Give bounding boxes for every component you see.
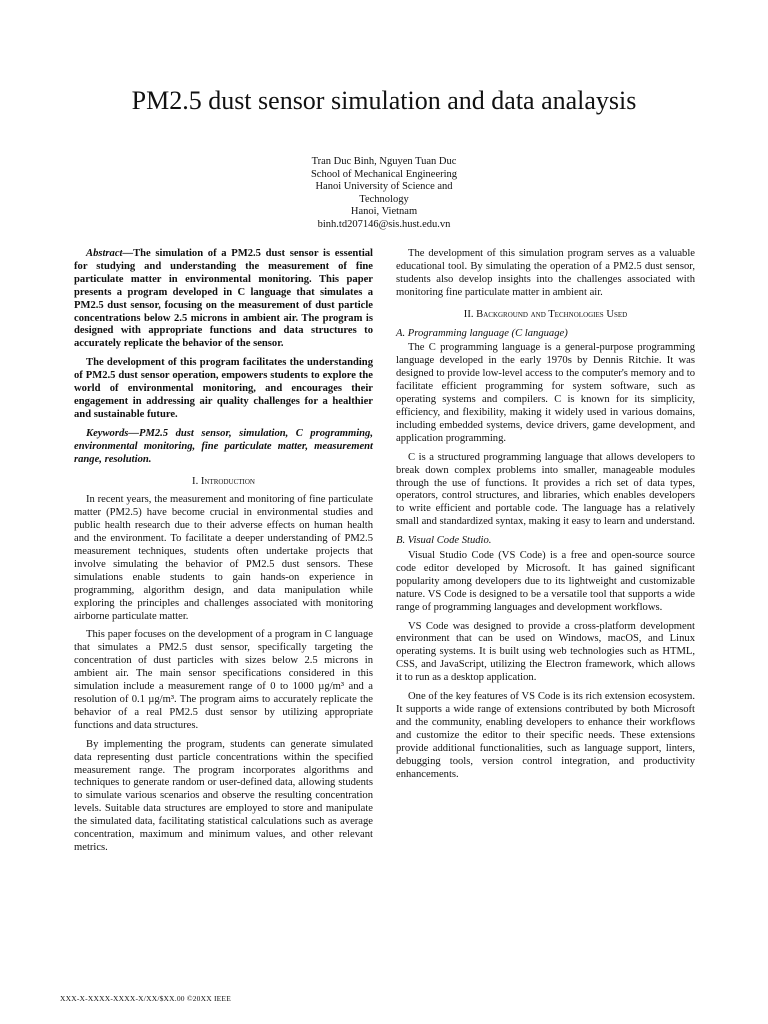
author-department: School of Mechanical Engineering bbox=[310, 168, 458, 180]
section-heading-background: II. Background and Technologies Used bbox=[463, 308, 628, 320]
paper-title: PM2.5 dust sensor simulation and data analaysis bbox=[131, 86, 637, 115]
subsection-heading-c-language: A. Programming language (C language) bbox=[396, 327, 568, 339]
intro-paragraph-4: The development of this simulation program serves as a valuable educational tool. By simulating the operation of a PM2.5 dust sensor, students also develop insights into the challenges associated with monitoring fine particulate matter in ambient air. bbox=[396, 248, 695, 298]
author-university-line1: Hanoi University of Science and bbox=[315, 181, 453, 193]
author-university-line2: Technology bbox=[359, 193, 409, 205]
author-email: binh.td207146@sis.hust.edu.vn bbox=[317, 218, 451, 230]
right-column bbox=[396, 248, 695, 787]
abstract-paragraph-2: The development of this program facilitates the understanding of PM2.5 dust sensor operation, empowers students to explore the world of environmental monitoring, and encourages their engagement in addressing air quality challenges for a healthier and sustainable future. bbox=[74, 357, 373, 420]
background-c-paragraph-2: C is a structured programming language that allows developers to break down complex problems into smaller, manageable modules through the use of functions. It provides a rich set of data types, operators, control structures, and libraries, which enables developers to write efficient and portable code. The language has a relatively small and standardized syntax, making it easy to learn and understand. bbox=[396, 451, 695, 528]
abstract-dash: — bbox=[122, 248, 134, 259]
background-c-paragraph-1: The C programming language is a general-purpose programming language developed in the early 1970s by Dennis Ritchie. It was designed to provide low-level access to the computer's memory and to facilitate efficient programming for system software, such as operating systems and compilers. C is known for its simplicity, efficiency, and flexibility, making it widely used in various domains, including embedded systems, device drivers, game development, and application programming. bbox=[396, 342, 695, 444]
author-names: Tran Duc Binh, Nguyen Tuan Duc bbox=[311, 156, 457, 167]
background-vscode-paragraph-2: VS Code was designed to provide a cross-platform development environment that can be used on Windows, macOS, and Linux operating systems. It is built using web technologies such as HTML, CSS, and JavaScript, utilizing the Electron framework, which allows it to run as a desktop application. bbox=[396, 620, 695, 684]
abstract-paragraph bbox=[74, 248, 373, 351]
abstract-text: The simulation of a PM2.5 dust sensor is essential for studying and understanding the measurement of fine particulate matter in environmental monitoring. This paper presents a program developed in C language that simulates a PM2.5 dust sensor, focusing on the measurement of dust particle concentrations below 2.5 microns in ambient air. The program is designed with appropriate functions and data structures to accurately replicate the behavior of the sensor. bbox=[74, 248, 373, 350]
intro-paragraph-3: By implementing the program, students can generate simulated data representing dust particle concentrations within the specified measurement range. The program incorporates algorithms and techniques to generate random or user-defined data, allowing students to simulate various scenarios and observe the resulting concentration levels. Suitable data structures are employed to store and manipulate the simulated data, facilitating statistical calculations such as average concentration, maximum and minimum values, and other relevant metrics. bbox=[74, 738, 373, 853]
left-column bbox=[74, 248, 373, 861]
background-vscode-paragraph-1: Visual Studio Code (VS Code) is a free and open-source source code editor developed by Microsoft. It has gained significant popularity among developers due to its lightweight and customizable nature. VS Code is designed to be a versatile tool that supports a wide range of programming languages and development workflows. bbox=[396, 550, 695, 613]
copyright-footer: XXX-X-XXXX-XXXX-X/XX/$XX.00 ©20XX IEEE bbox=[60, 994, 231, 1003]
subsection-heading-vscode: B. Visual Code Studio. bbox=[396, 535, 492, 547]
keywords-lead: Keywords bbox=[86, 427, 129, 439]
author-block bbox=[284, 156, 484, 232]
intro-paragraph-1: In recent years, the measurement and monitoring of fine particulate matter (PM2.5) have become crucial in environmental studies and public health research due to their adverse effects on human health and the environment. To facilitate a deeper understanding of PM2.5 measurement techniques, students often undertake projects that involve simulating the behavior of PM2.5 dust sensors. These simulations enable students to gain hands-on experience in programming, algorithm design, and data manipulation while exploring the principles and challenges associated with monitoring airborne particulate matter. bbox=[74, 494, 373, 622]
abstract-lead: Abstract bbox=[86, 248, 123, 259]
background-vscode-paragraph-3: One of the key features of VS Code is its rich extension ecosystem. It supports a wide range of extensions contributed by both Microsoft and the community, enabling developers to enhance their workflows and customize the editor to their specific needs. These extensions provide additional functionalities, such as language support, linters, debugging tools, version control integration, and productivity enhancements. bbox=[396, 691, 695, 780]
intro-paragraph-2: This paper focuses on the development of a program in C language that simulates a PM2.5 dust sensor, specifically targeting the concentration of dust particles with sizes below 2.5 microns in ambient air. The main sensor specifications considered in this simulation include a measurement range of 0 to 1000 µg/m³ and a resolution of 0.1 µg/m³. The program aims to accurately replicate the behavior of a real PM2.5 dust sensor by utilizing appropriate functions and data structures. bbox=[74, 629, 373, 731]
keywords-dash: — bbox=[128, 427, 139, 439]
author-city: Hanoi, Vietnam bbox=[350, 206, 418, 218]
keywords-paragraph bbox=[74, 428, 373, 467]
section-heading-introduction: I. Introduction bbox=[192, 475, 255, 487]
keywords-text: PM2.5 dust sensor, simulation, C programming, environmental monitoring, fine particulate matter, measurement range, resolution. bbox=[74, 427, 373, 465]
